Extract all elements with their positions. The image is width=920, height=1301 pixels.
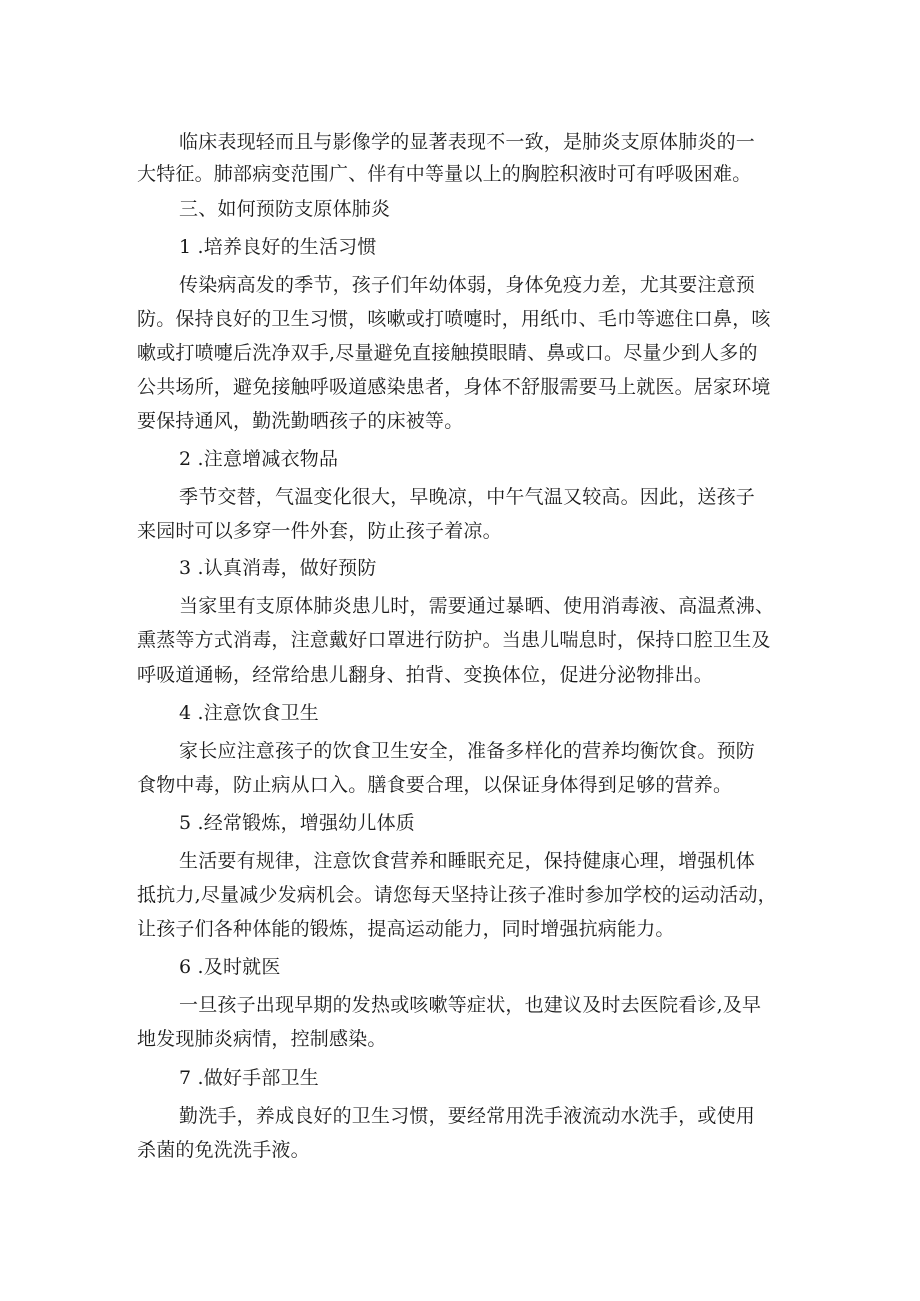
paragraph-line: 熏蒸等方式消毒，注意戴好口罩进行防护。当患儿喘息时，保持口腔卫生及 (137, 629, 771, 651)
paragraph-line: 抵抗力,尽量减少发病机会。请您每天坚持让孩子准时参加学校的运动活动， (137, 884, 777, 906)
paragraph-line: 一旦孩子出现早期的发热或咳嗽等症状，也建议及时去医院看诊,及早 (179, 994, 762, 1016)
paragraph-line: 季节交替，气温变化很大，早晚凉，中午气温又较高。因此，送孩子 (179, 486, 756, 508)
subsection-heading: 3 .认真消毒，做好预防 (179, 557, 377, 579)
subsection-heading: 7 .做好手部卫生 (179, 1067, 319, 1089)
paragraph-line: 食物中毒，防止病从口入。膳食要合理，以保证身体得到足够的营养。 (137, 774, 733, 796)
paragraph-line: 要保持通风，勤洗勤晒孩子的床被等。 (137, 410, 464, 432)
section-heading: 三、如何预防支原体肺炎 (179, 198, 391, 220)
paragraph-line: 杀菌的免洗洗手液。 (137, 1139, 310, 1161)
paragraph-line: 呼吸道通畅，经常给患儿翻身、拍背、变换体位，促进分泌物排出。 (137, 664, 714, 686)
subsection-heading: 4 .注意饮食卫生 (179, 702, 319, 724)
subsection-heading: 1 .培养良好的生活习惯 (179, 236, 377, 258)
paragraph-line: 家长应注意孩子的饮食卫生安全，准备多样化的营养均衡饮食。预防 (179, 740, 756, 762)
paragraph-line: 让孩子们各种体能的锻炼，提高运动能力，同时增强抗病能力。 (137, 918, 675, 940)
paragraph-line: 地发现肺炎病情，控制感染。 (137, 1028, 387, 1050)
paragraph-line: 勤洗手，养成良好的卫生习惯，要经常用洗手液流动水洗手，或使用 (179, 1105, 756, 1127)
paragraph-line: 公共场所，避免接触呼吸道感染患者，身体不舒服需要马上就医。居家环境 (137, 376, 771, 398)
paragraph-line: 临床表现轻而且与影像学的显著表现不一致，是肺炎支原体肺炎的一 (179, 131, 756, 153)
paragraph-line: 传染病高发的季节，孩子们年幼体弱，身体免疫力差，尤其要注意预 (179, 274, 756, 296)
subsection-heading: 6 .及时就医 (179, 956, 281, 978)
paragraph-line: 当家里有支原体肺炎患儿时，需要通过暴晒、使用消毒液、高温煮沸、 (179, 595, 775, 617)
subsection-heading: 2 .注意增减衣物品 (179, 448, 339, 470)
paragraph-line: 来园时可以多穿一件外套，防止孩子着凉。 (137, 520, 502, 542)
paragraph-line: 生活要有规律，注意饮食营养和睡眠充足，保持健康心理，增强机体 (179, 850, 756, 872)
paragraph-line: 嗽或打喷嚏后洗净双手,尽量避免直接触摸眼睛、鼻或口。尽量少到人多的 (137, 342, 758, 364)
subsection-heading: 5 .经常锻炼，增强幼儿体质 (179, 812, 415, 834)
paragraph-line: 大特征。肺部病变范围广、伴有中等量以上的胸腔积液时可有呼吸困难。 (137, 163, 752, 185)
paragraph-line: 防。保持良好的卫生习惯，咳嗽或打喷嚏时，用纸巾、毛巾等遮住口鼻，咳 (137, 308, 771, 330)
